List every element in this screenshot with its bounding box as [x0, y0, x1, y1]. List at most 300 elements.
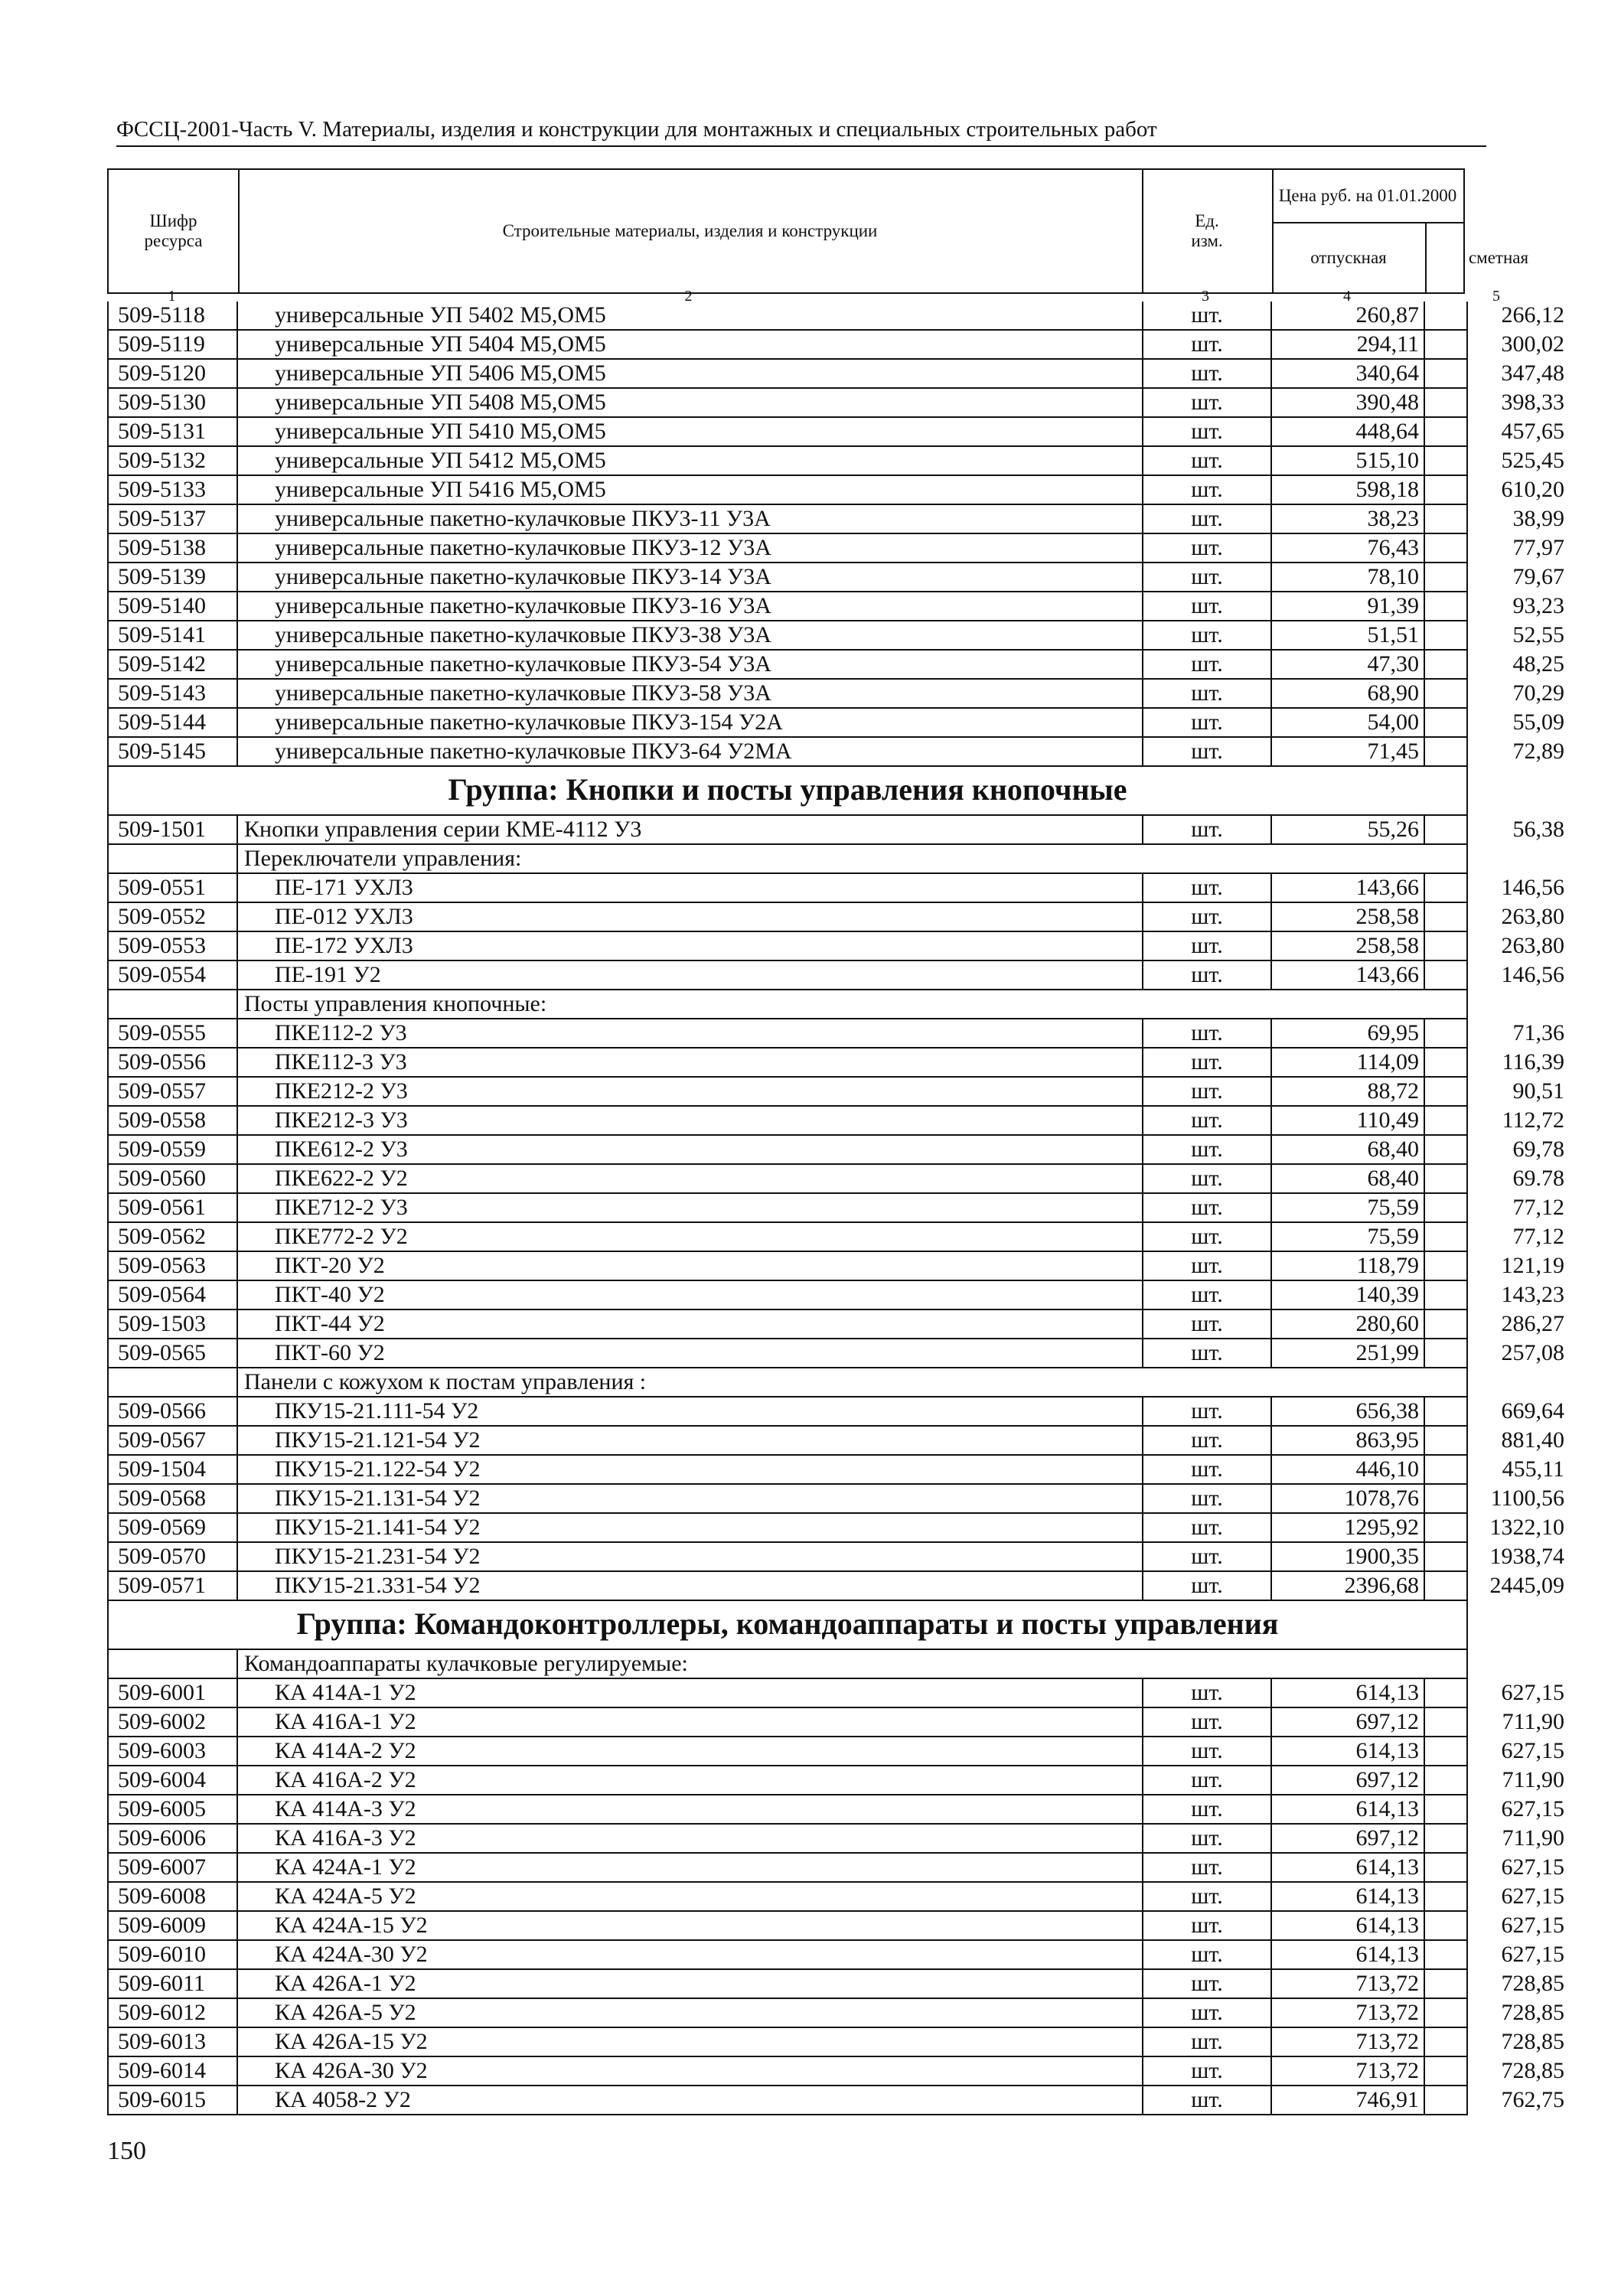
release-price: 75,59 [1272, 1194, 1425, 1221]
table-row [109, 476, 1564, 505]
unit: шт. [1142, 1766, 1272, 1794]
table-row [109, 1223, 1564, 1252]
unit: шт. [1142, 1708, 1272, 1736]
estimate-price: 728,85 [1501, 2058, 1564, 2083]
resource-code: 509-6001 [109, 1679, 238, 1707]
estimate-price: 116,39 [1502, 1049, 1564, 1075]
unit: шт. [1142, 1737, 1272, 1765]
release-price: 118,79 [1272, 1252, 1425, 1280]
estimate-price: 77,12 [1512, 1195, 1564, 1220]
unit: шт. [1142, 932, 1272, 960]
release-price: 91,39 [1272, 592, 1425, 620]
table-row [109, 1912, 1564, 1941]
subgroup-heading [109, 1650, 1466, 1679]
material-name: универсальные УП 5408 М5,ОМ5 [275, 390, 606, 415]
material-name: ПКЕ622-2 У2 [275, 1166, 408, 1191]
material-name: универсальные пакетно-кулачковые ПКУ3-54 У3А [275, 651, 771, 677]
unit: шт. [1142, 651, 1272, 678]
material-name: КА 426А-30 У2 [275, 2058, 428, 2083]
release-price: 38,23 [1272, 505, 1425, 533]
unit: шт. [1142, 563, 1272, 591]
estimate-price: 77,97 [1512, 535, 1564, 560]
material-name: ПЕ-171 УХЛ3 [275, 875, 413, 900]
release-price: 251,99 [1272, 1339, 1425, 1367]
estimate-price: 70,29 [1512, 680, 1564, 706]
estimate-price: 266,12 [1501, 302, 1564, 328]
unit: шт. [1142, 1572, 1272, 1600]
table-row [109, 1310, 1564, 1339]
table-row [109, 1737, 1564, 1766]
subgroup-label: Переключатели управления: [244, 846, 522, 871]
table-row [109, 389, 1564, 418]
estimate-price: 627,15 [1501, 1883, 1564, 1909]
col-num-5: 5 [1492, 288, 1500, 305]
resource-code: 509-5145 [109, 738, 238, 765]
estimate-price: 146,56 [1501, 875, 1564, 900]
estimate-price: 762,75 [1501, 2087, 1564, 2112]
resource-code: 509-0555 [109, 1019, 238, 1047]
table-row [109, 1049, 1564, 1078]
table-row [109, 1708, 1564, 1737]
release-price: 1900,35 [1272, 1543, 1425, 1570]
table-row [109, 874, 1564, 903]
release-price: 51,51 [1272, 621, 1425, 649]
unit: шт. [1142, 1456, 1272, 1483]
header-code [109, 170, 238, 292]
resource-code: 509-5140 [109, 592, 238, 620]
col-num-2: 2 [684, 288, 693, 305]
resource-code: 509-6011 [109, 1970, 238, 1998]
resource-code: 509-6009 [109, 1912, 238, 1939]
release-price: 54,00 [1272, 709, 1425, 736]
unit: шт. [1142, 816, 1272, 843]
estimate-price: 728,85 [1501, 2000, 1564, 2025]
unit: шт. [1142, 2028, 1272, 2056]
resource-code: 509-5138 [109, 534, 238, 562]
unit: шт. [1142, 1339, 1272, 1367]
material-name: КА 416А-2 У2 [275, 1767, 416, 1792]
header-estimate: сметная [1468, 248, 1529, 267]
estimate-price: 398,33 [1501, 390, 1564, 415]
material-name: КА 424А-30 У2 [275, 1942, 428, 1967]
resource-code: 509-0565 [109, 1339, 238, 1367]
subgroup-label: Командоаппараты кулачковые регулируемые: [244, 1651, 688, 1676]
material-name: КА 416А-3 У2 [275, 1825, 416, 1851]
unit: шт. [1142, 1795, 1272, 1823]
estimate-price: 525,45 [1501, 448, 1564, 473]
page-header: ФССЦ-2001-Часть V. Материалы, изделия и конструкции для монтажных и специальных строительных работ [116, 113, 1486, 147]
unit: шт. [1142, 1019, 1272, 1047]
unit: шт. [1142, 418, 1272, 445]
table-body [107, 302, 1564, 2115]
estimate-price: 627,15 [1501, 1796, 1564, 1821]
material-name: ПКУ15-21.131-54 У2 [275, 1486, 481, 1511]
table-row [109, 932, 1564, 961]
table-row [109, 1766, 1564, 1795]
material-name: универсальные УП 5404 М5,ОМ5 [275, 331, 606, 357]
resource-code: 509-6004 [109, 1766, 238, 1794]
estimate-price: 300,02 [1501, 331, 1564, 357]
table-row [109, 1281, 1564, 1310]
header-unit-label: Ед. изм. [1191, 211, 1223, 250]
release-price: 746,91 [1272, 2086, 1425, 2114]
estimate-price: 1322,10 [1489, 1515, 1564, 1540]
page-number: 150 [107, 2137, 146, 2165]
material-name: ПКТ-60 У2 [275, 1340, 385, 1365]
col-num-4: 4 [1343, 288, 1351, 305]
material-name: КА 426А-15 У2 [275, 2029, 428, 2054]
table-row [109, 816, 1564, 845]
header-code-label: Шифр ресурса [144, 211, 203, 250]
resource-code: 509-0557 [109, 1078, 238, 1105]
release-price: 47,30 [1272, 651, 1425, 678]
resource-code: 509-0564 [109, 1281, 238, 1309]
release-price: 258,58 [1272, 932, 1425, 960]
unit: шт. [1142, 1107, 1272, 1134]
resource-code: 509-5118 [109, 302, 238, 329]
resource-code: 509-5143 [109, 680, 238, 707]
unit: шт. [1142, 680, 1272, 707]
release-price: 260,87 [1272, 302, 1425, 329]
header-name: Строительные материалы, изделия и конструкции [502, 221, 878, 240]
material-name: КА 424А-5 У2 [275, 1883, 416, 1909]
material-name: универсальные УП 5412 М5,ОМ5 [275, 448, 606, 473]
estimate-price: 1100,56 [1490, 1486, 1564, 1511]
material-name: ПКУ15-21.231-54 У2 [275, 1544, 481, 1569]
material-name: универсальные пакетно-кулачковые ПКУ3-154 У2А [275, 709, 783, 735]
group-heading: Группа: Кнопки и посты управления кнопочные [109, 767, 1466, 816]
table-row [109, 1854, 1564, 1883]
unit: шт. [1142, 2086, 1272, 2114]
unit: шт. [1142, 1912, 1272, 1939]
material-name: универсальные пакетно-кулачковые ПКУ3-38 У3А [275, 622, 771, 647]
resource-code: 509-5132 [109, 447, 238, 475]
material-name: ПЕ-012 УХЛ3 [275, 904, 413, 929]
table-row [109, 563, 1564, 592]
release-price: 614,13 [1272, 1679, 1425, 1707]
estimate-price: 711,90 [1502, 1709, 1564, 1734]
release-price: 614,13 [1272, 1737, 1425, 1765]
resource-code: 509-0561 [109, 1194, 238, 1221]
estimate-price: 79,67 [1512, 564, 1564, 589]
resource-code: 509-1504 [109, 1456, 238, 1483]
release-price: 68,40 [1272, 1165, 1425, 1192]
subgroup-heading [109, 990, 1466, 1019]
release-price: 2396,68 [1272, 1572, 1425, 1600]
unit: шт. [1142, 903, 1272, 931]
table-row [109, 1795, 1564, 1825]
table-row [109, 1825, 1564, 1854]
estimate-price: 455,11 [1502, 1456, 1564, 1482]
estimate-price: 263,80 [1501, 904, 1564, 929]
unit: шт. [1142, 302, 1272, 329]
unit: шт. [1142, 1941, 1272, 1968]
unit: шт. [1142, 1543, 1272, 1570]
resource-code: 509-5130 [109, 389, 238, 416]
table-row [109, 1456, 1564, 1485]
subgroup-label: Посты управления кнопочные: [244, 991, 547, 1016]
estimate-price: 263,80 [1501, 933, 1564, 958]
estimate-price: 347,48 [1501, 360, 1564, 386]
release-price: 143,66 [1272, 874, 1425, 902]
table-row [109, 418, 1564, 447]
group-heading: Группа: Командоконтроллеры, командоаппараты и посты управления [109, 1601, 1466, 1650]
resource-code: 509-5141 [109, 621, 238, 649]
estimate-price: 69.78 [1512, 1166, 1564, 1191]
resource-code: 509-5119 [109, 331, 238, 358]
unit: шт. [1142, 1970, 1272, 1998]
release-price: 71,45 [1272, 738, 1425, 765]
release-price: 697,12 [1272, 1825, 1425, 1852]
material-name: ПКТ-40 У2 [275, 1282, 385, 1307]
unit: шт. [1142, 1194, 1272, 1221]
estimate-price: 669,64 [1501, 1398, 1564, 1424]
table-row [109, 1679, 1564, 1708]
release-price: 76,43 [1272, 534, 1425, 562]
material-name: ПЕ-172 УХЛ3 [275, 933, 413, 958]
unit: шт. [1142, 738, 1272, 765]
resource-code: 509-6010 [109, 1941, 238, 1968]
unit: шт. [1142, 505, 1272, 533]
release-price: 614,13 [1272, 1883, 1425, 1910]
material-name: ПКУ15-21.122-54 У2 [275, 1456, 481, 1482]
material-name: КА 424А-15 У2 [275, 1913, 428, 1938]
resource-code: 509-6015 [109, 2086, 238, 2114]
material-name: ПКУ15-21.141-54 У2 [275, 1515, 481, 1540]
table-row [109, 331, 1564, 360]
release-price: 656,38 [1272, 1397, 1425, 1425]
table-row [109, 1485, 1564, 1514]
release-price: 258,58 [1272, 903, 1425, 931]
table-row [109, 1019, 1564, 1049]
estimate-price: 56,38 [1512, 817, 1564, 842]
material-name: ПКУ15-21.331-54 У2 [275, 1573, 481, 1598]
material-name: КА 424А-1 У2 [275, 1854, 416, 1880]
table-row [109, 534, 1564, 563]
release-price: 68,90 [1272, 680, 1425, 707]
material-name: универсальные пакетно-кулачковые ПКУ3-12 У3А [275, 535, 771, 560]
estimate-price: 71,36 [1512, 1020, 1564, 1045]
release-price: 340,64 [1272, 360, 1425, 387]
release-price: 614,13 [1272, 1854, 1425, 1881]
table-row [109, 1252, 1564, 1281]
estimate-price: 48,25 [1512, 651, 1564, 677]
material-name: ПКТ-20 У2 [275, 1253, 385, 1278]
resource-code: 509-0553 [109, 932, 238, 960]
estimate-price: 610,20 [1501, 477, 1564, 502]
resource-code: 509-6006 [109, 1825, 238, 1852]
material-name: КА 414А-3 У2 [275, 1796, 416, 1821]
table-row [109, 651, 1564, 680]
table-row [109, 1543, 1564, 1572]
resource-code: 509-6014 [109, 2057, 238, 2085]
table-row [109, 680, 1564, 709]
table-header [107, 168, 1529, 294]
resource-code: 509-0551 [109, 874, 238, 902]
estimate-price: 121,19 [1501, 1253, 1564, 1278]
release-price: 140,39 [1272, 1281, 1425, 1309]
unit: шт. [1142, 961, 1272, 989]
unit: шт. [1142, 1136, 1272, 1163]
unit: шт. [1142, 1679, 1272, 1707]
estimate-price: 627,15 [1501, 1913, 1564, 1938]
unit: шт. [1142, 1397, 1272, 1425]
estimate-price: 627,15 [1501, 1738, 1564, 1763]
release-price: 143,66 [1272, 961, 1425, 989]
table-row [109, 1397, 1564, 1427]
release-price: 697,12 [1272, 1766, 1425, 1794]
estimate-price: 627,15 [1501, 1942, 1564, 1967]
unit: шт. [1142, 1999, 1272, 2027]
resource-code-empty [109, 1650, 238, 1678]
release-price: 598,18 [1272, 476, 1425, 504]
estimate-price: 143,23 [1501, 1282, 1564, 1307]
estimate-price: 286,27 [1501, 1311, 1564, 1336]
resource-code: 509-0566 [109, 1397, 238, 1425]
release-price: 280,60 [1272, 1310, 1425, 1338]
unit: шт. [1142, 592, 1272, 620]
resource-code: 509-5120 [109, 360, 238, 387]
material-name: универсальные пакетно-кулачковые ПКУ3-58 У3А [275, 680, 771, 706]
subgroup-heading [109, 845, 1466, 874]
table-row [109, 1941, 1564, 1970]
resource-code: 509-0567 [109, 1427, 238, 1454]
resource-code: 509-5131 [109, 418, 238, 445]
estimate-price: 146,56 [1501, 962, 1564, 987]
table-row [109, 738, 1564, 767]
material-name: КА 416А-1 У2 [275, 1709, 416, 1734]
unit: шт. [1142, 331, 1272, 358]
resource-code: 509-1503 [109, 1310, 238, 1338]
release-price: 614,13 [1272, 1795, 1425, 1823]
release-price: 515,10 [1272, 447, 1425, 475]
release-price: 1295,92 [1272, 1514, 1425, 1541]
release-price: 114,09 [1272, 1049, 1425, 1076]
unit: шт. [1142, 1514, 1272, 1541]
material-name: КА 414А-2 У2 [275, 1738, 416, 1763]
material-name: КА 426А-1 У2 [275, 1971, 416, 1996]
table-row [109, 505, 1564, 534]
unit: шт. [1142, 1049, 1272, 1076]
material-name: универсальные пакетно-кулачковые ПКУ3-14 У3А [275, 564, 771, 589]
unit: шт. [1142, 360, 1272, 387]
material-name: КА 4058-2 У2 [275, 2087, 411, 2112]
table-row [109, 903, 1564, 932]
table-row [109, 2028, 1564, 2057]
table-row [109, 1427, 1564, 1456]
resource-code: 509-6007 [109, 1854, 238, 1881]
estimate-price: 52,55 [1512, 622, 1564, 647]
subgroup-label: Панели с кожухом к постам управления : [244, 1369, 647, 1394]
table-row [109, 1572, 1564, 1601]
resource-code-empty [109, 845, 238, 872]
resource-code: 509-0563 [109, 1252, 238, 1280]
resource-code: 509-0571 [109, 1572, 238, 1600]
material-name: универсальные УП 5402 М5,ОМ5 [275, 302, 606, 328]
material-name: универсальные пакетно-кулачковые ПКУ3-64 У2МА [275, 739, 792, 764]
release-price: 294,11 [1272, 331, 1425, 358]
header-unit [1142, 170, 1272, 292]
table-row [109, 360, 1564, 389]
material-name: ПКЕ112-2 У3 [275, 1020, 407, 1045]
resource-code: 509-0558 [109, 1107, 238, 1134]
estimate-price: 90,51 [1512, 1078, 1564, 1104]
resource-code: 509-6002 [109, 1708, 238, 1736]
table-row [109, 592, 1564, 621]
material-name: ПКЕ612-2 У3 [275, 1137, 408, 1162]
release-price: 713,72 [1272, 1999, 1425, 2027]
resource-code: 509-0570 [109, 1543, 238, 1570]
table-row [109, 2086, 1564, 2115]
estimate-price: 55,09 [1512, 709, 1564, 735]
unit: шт. [1142, 621, 1272, 649]
material-name: КА 426А-5 У2 [275, 2000, 416, 2025]
release-price: 390,48 [1272, 389, 1425, 416]
table-row [109, 2057, 1564, 2086]
unit: шт. [1142, 1281, 1272, 1309]
estimate-price: 77,12 [1512, 1224, 1564, 1249]
resource-code: 509-5139 [109, 563, 238, 591]
resource-code: 509-6003 [109, 1737, 238, 1765]
estimate-price: 257,08 [1501, 1340, 1564, 1365]
estimate-price: 1938,74 [1489, 1544, 1564, 1569]
release-price: 78,10 [1272, 563, 1425, 591]
estimate-price: 728,85 [1501, 2029, 1564, 2054]
resource-code: 509-6008 [109, 1883, 238, 1910]
table-row [109, 621, 1564, 651]
header-price: Цена руб. на 01.01.2000 [1272, 170, 1463, 223]
unit: шт. [1142, 874, 1272, 902]
material-name: ПКУ15-21.111-54 У2 [275, 1398, 479, 1424]
release-price: 697,12 [1272, 1708, 1425, 1736]
resource-code: 509-5133 [109, 476, 238, 504]
estimate-price: 2445,09 [1489, 1573, 1564, 1598]
resource-code: 509-1501 [109, 816, 238, 843]
table-row [109, 1999, 1564, 2028]
table-row [109, 1514, 1564, 1543]
material-name: ПКЕ112-3 У3 [275, 1049, 407, 1075]
unit: шт. [1142, 476, 1272, 504]
material-name: ПКЕ772-2 У2 [275, 1224, 408, 1249]
material-name: ПЕ-191 У2 [275, 962, 381, 987]
resource-code: 509-0568 [109, 1485, 238, 1512]
resource-code: 509-0562 [109, 1223, 238, 1251]
resource-code: 509-0559 [109, 1136, 238, 1163]
column-numbers [107, 288, 1500, 305]
unit: шт. [1142, 1427, 1272, 1454]
table-row [109, 1339, 1564, 1368]
material-name: ПКТ-44 У2 [275, 1311, 385, 1336]
release-price: 863,95 [1272, 1427, 1425, 1454]
release-price: 713,72 [1272, 2028, 1425, 2056]
resource-code: 509-5137 [109, 505, 238, 533]
table-row [109, 1136, 1564, 1165]
release-price: 614,13 [1272, 1941, 1425, 1968]
estimate-price: 627,15 [1501, 1854, 1564, 1880]
table-row [109, 961, 1564, 990]
material-name: КА 414А-1 У2 [275, 1680, 416, 1705]
unit: шт. [1142, 1165, 1272, 1192]
estimate-price: 69,78 [1512, 1137, 1564, 1162]
estimate-price: 72,89 [1512, 739, 1564, 764]
release-price: 446,10 [1272, 1456, 1425, 1483]
subgroup-heading [109, 1368, 1466, 1397]
resource-code: 509-5142 [109, 651, 238, 678]
release-price: 448,64 [1272, 418, 1425, 445]
estimate-price: 711,90 [1502, 1767, 1564, 1792]
material-name: универсальные УП 5410 М5,ОМ5 [275, 419, 606, 444]
resource-code-empty [109, 1368, 238, 1396]
